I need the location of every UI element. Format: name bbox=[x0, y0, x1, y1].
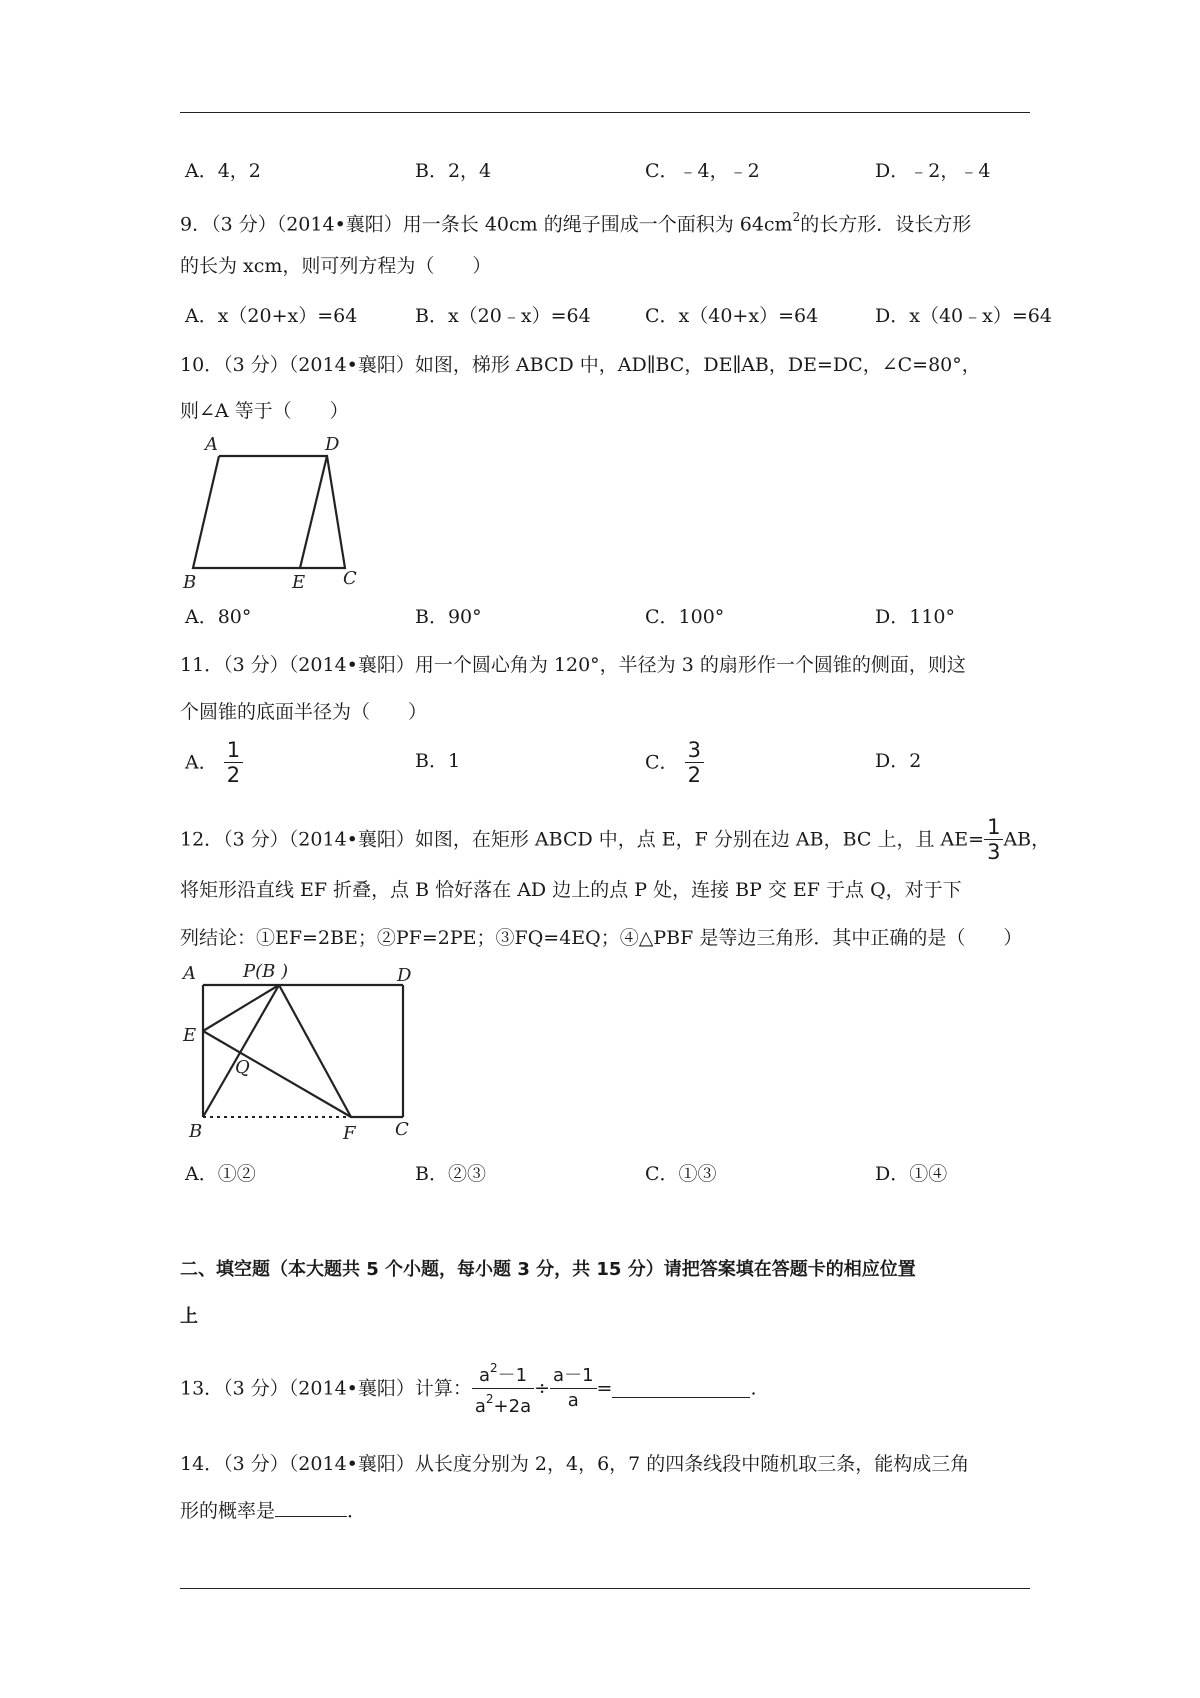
q11-stem-line1: 11．（3 分）（2014•襄阳）用一个圆心角为 120°，半径为 3 的扇形作一个圆锥的侧面，则这 bbox=[180, 654, 966, 676]
q9-option-a: A．x（20+x）=64 bbox=[185, 305, 358, 327]
q13-fraction-2-denominator: a bbox=[550, 1388, 596, 1413]
q8-option-c: C．﹣4，﹣2 bbox=[645, 160, 760, 182]
q9-stem-line2: 的长为 xcm，则可列方程为（ ） bbox=[180, 255, 492, 277]
q11-option-a bbox=[185, 738, 243, 787]
q10-label-e: E bbox=[292, 572, 306, 592]
q12-label-pb: P(B ) bbox=[243, 961, 289, 982]
q12-label-e: E bbox=[183, 1025, 197, 1046]
q13-fraction-2-numerator: a－1 bbox=[553, 1365, 594, 1386]
q14-stem-line2 bbox=[180, 1498, 366, 1524]
q10-stem-line1: 10．（3 分）（2014•襄阳）如图，梯形 ABCD 中，AD∥BC，DE∥AB，DE=DC，∠C=80°， bbox=[180, 354, 981, 376]
q12-fraction-numerator: 1 bbox=[987, 815, 1001, 839]
q13-divide-sign: ÷ bbox=[534, 1377, 551, 1400]
q12-rectangle-figure bbox=[175, 955, 425, 1145]
q10-label-b: B bbox=[183, 572, 197, 592]
header-rule bbox=[180, 112, 1030, 113]
q11-option-c-fraction bbox=[685, 738, 704, 787]
q10-option-a: A．80° bbox=[185, 606, 252, 628]
q13-f1-num-a: a bbox=[478, 1365, 490, 1386]
q9-stem-line1 bbox=[180, 206, 971, 237]
q13-fraction-1-numerator bbox=[472, 1358, 534, 1388]
q13-f1-den-sup: 2 bbox=[485, 1392, 494, 1406]
q13-stem bbox=[180, 1358, 757, 1419]
q9-option-d: D．x（40﹣x）=64 bbox=[875, 305, 1052, 327]
q12-label-b: B bbox=[189, 1121, 203, 1142]
q12-stem-line1 bbox=[180, 815, 1050, 864]
q12-stem-line3: 列结论：①EF=2BE；②PF=2PE；③FQ=4EQ；④△PBF 是等边三角形．其中正确的是（ ） bbox=[180, 927, 1023, 949]
q12-label-a: A bbox=[183, 963, 196, 984]
q10-label-a: A bbox=[205, 434, 218, 455]
q12-option-d: D．①④ bbox=[875, 1163, 948, 1185]
q8-option-d: D．﹣2，﹣4 bbox=[875, 160, 991, 182]
q13-f1-num-sup: 2 bbox=[489, 1361, 498, 1375]
q9-stem-part1: 9．（3 分）（2014•襄阳）用一条长 40cm 的绳子围成一个面积为 64cm bbox=[180, 213, 793, 236]
q10-option-b: B．90° bbox=[415, 606, 482, 628]
q13-fraction-2 bbox=[550, 1364, 596, 1413]
q13-equals-sign: = bbox=[596, 1377, 613, 1400]
q12-stem-part2: AB， bbox=[1003, 828, 1051, 851]
q13-f1-num-b: －1 bbox=[497, 1365, 528, 1386]
q11-option-d: D．2 bbox=[875, 750, 922, 772]
q11-option-c-numerator: 3 bbox=[687, 738, 701, 762]
q14-stem-part2: ． bbox=[347, 1500, 367, 1522]
q11-option-a-prefix: A． bbox=[185, 751, 218, 774]
q12-option-a: A．①② bbox=[185, 1163, 256, 1185]
footer-rule bbox=[180, 1588, 1030, 1589]
q12-option-c: C．①③ bbox=[645, 1163, 717, 1185]
q10-trapezoid-figure bbox=[175, 432, 375, 592]
section2-heading-line2: 上 bbox=[180, 1306, 198, 1327]
q14-stem-line1: 14．（3 分）（2014•襄阳）从长度分别为 2，4，6，7 的四条线段中随机取三条，能构成三角 bbox=[180, 1453, 970, 1475]
q8-option-b: B．2，4 bbox=[415, 160, 492, 182]
q12-stem-line2: 将矩形沿直线 EF 折叠，点 B 恰好落在 AD 边上的点 P 处，连接 BP 交 EF 于点 Q，对于下 bbox=[180, 879, 962, 901]
q11-option-c-prefix: C． bbox=[645, 751, 679, 774]
q13-fraction-1 bbox=[472, 1358, 534, 1419]
q14-answer-blank[interactable] bbox=[275, 1498, 347, 1517]
q9-option-c: C．x（40+x）=64 bbox=[645, 305, 819, 327]
q10-label-d: D bbox=[325, 434, 340, 455]
q12-label-f: F bbox=[343, 1123, 356, 1144]
q11-option-a-denominator: 2 bbox=[224, 762, 243, 787]
q10-option-c: C．100° bbox=[645, 606, 725, 628]
section2-heading-line1: 二、填空题（本大题共 5 个小题，每小题 3 分，共 15 分）请把答案填在答题卡的相应位置 bbox=[180, 1259, 916, 1280]
q9-stem-part2: 的长方形．设长方形 bbox=[800, 213, 972, 236]
q13-f1-den-a: a bbox=[474, 1396, 486, 1417]
q9-superscript: 2 bbox=[792, 210, 801, 224]
q11-option-c-denominator: 2 bbox=[685, 762, 704, 787]
q10-option-d: D．110° bbox=[875, 606, 955, 628]
q13-f1-den-b: +2a bbox=[493, 1396, 532, 1417]
q13-end-period: . bbox=[750, 1377, 757, 1400]
q8-option-a: A．4，2 bbox=[185, 160, 261, 182]
q12-label-q: Q bbox=[235, 1057, 250, 1078]
q11-option-a-numerator: 1 bbox=[226, 738, 241, 762]
q14-stem-part1: 形的概率是 bbox=[180, 1500, 276, 1522]
q12-label-d: D bbox=[397, 965, 412, 986]
q11-option-c bbox=[645, 738, 704, 787]
q11-option-b: B．1 bbox=[415, 750, 461, 772]
q11-stem-line2: 个圆锥的底面半径为（ ） bbox=[180, 701, 428, 723]
q12-option-b: B．②③ bbox=[415, 1163, 486, 1185]
q11-option-a-fraction bbox=[224, 738, 243, 787]
q13-prefix: 13．（3 分）（2014•襄阳）计算： bbox=[180, 1377, 472, 1400]
q10-label-c: C bbox=[343, 568, 357, 589]
q13-fraction-1-denominator bbox=[472, 1388, 534, 1419]
q12-fraction bbox=[984, 815, 1003, 864]
q12-fraction-denominator: 3 bbox=[984, 839, 1003, 864]
q9-option-b: B．x（20﹣x）=64 bbox=[415, 305, 591, 327]
q10-stem-line2: 则∠A 等于（ ） bbox=[180, 400, 349, 422]
q12-label-c: C bbox=[395, 1119, 409, 1140]
q12-stem-part1: 12．（3 分）（2014•襄阳）如图，在矩形 ABCD 中，点 E，F 分别在边 AB，BC 上，且 AE= bbox=[180, 828, 985, 851]
q13-answer-blank[interactable] bbox=[612, 1379, 750, 1398]
